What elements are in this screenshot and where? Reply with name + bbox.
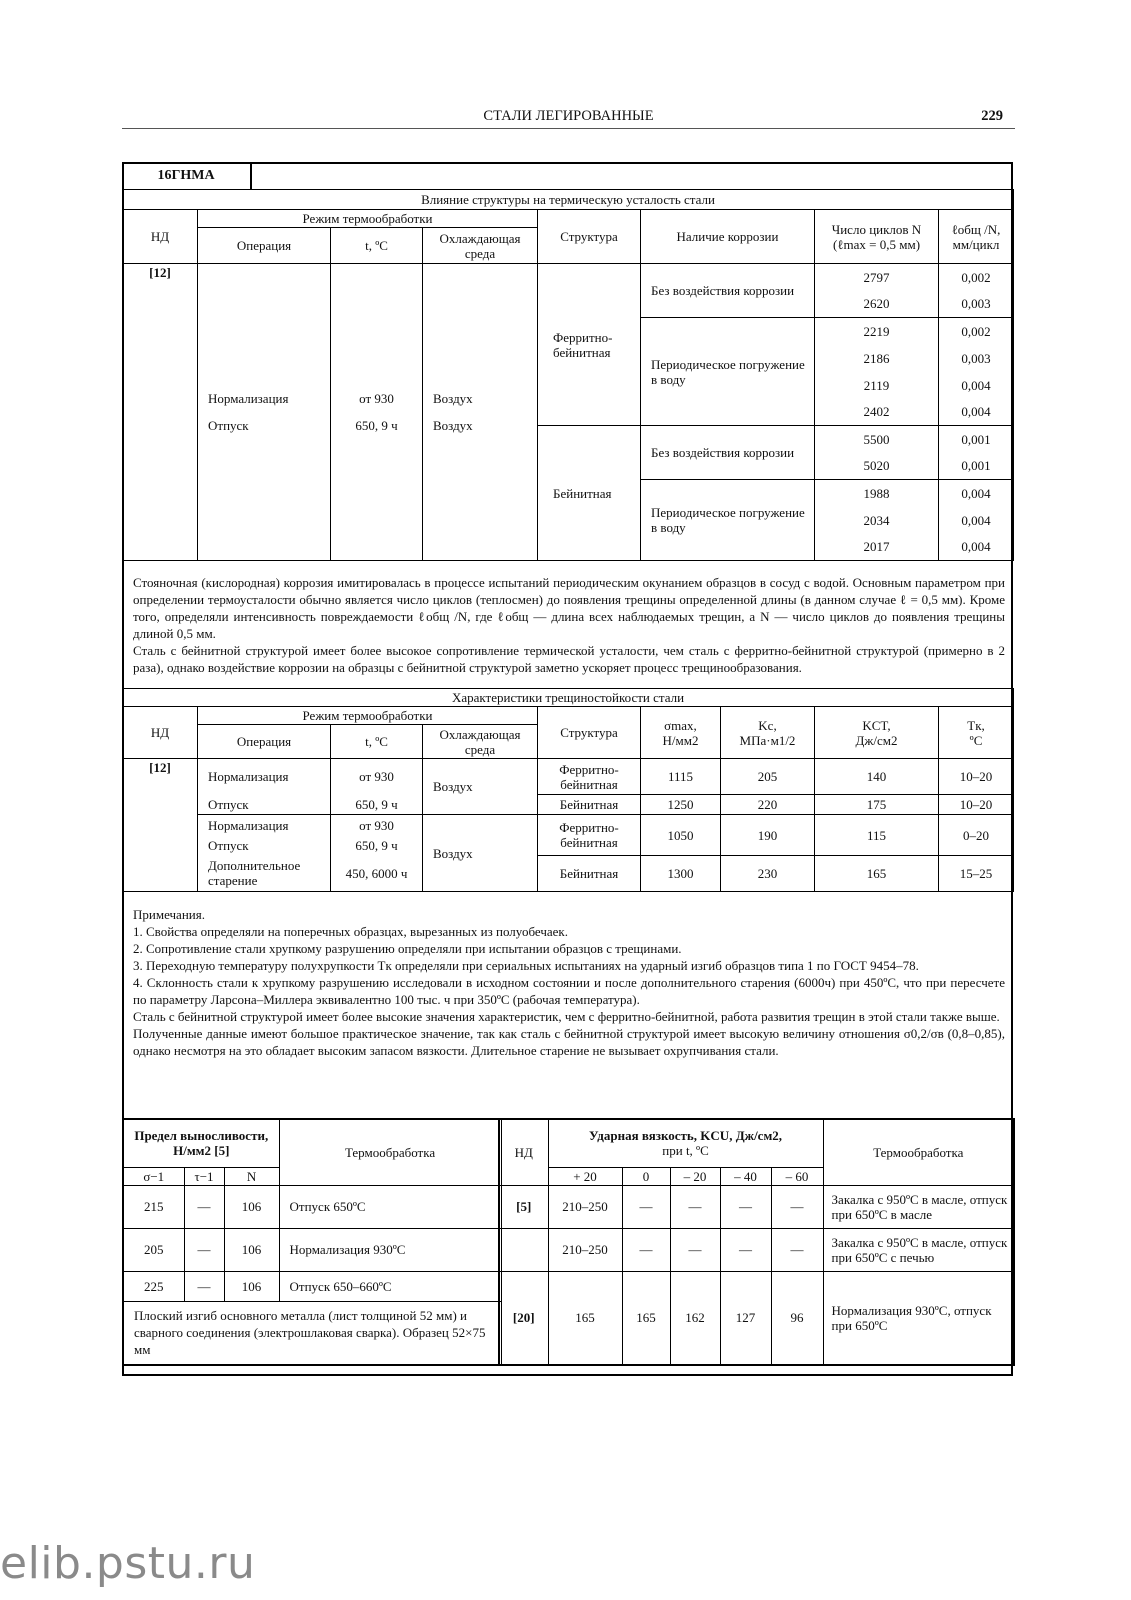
sigma-value: 225 xyxy=(123,1271,184,1301)
page-number: 229 xyxy=(981,108,1003,124)
cycles-header: Число циклов N (ℓmax = 0,5 мм) xyxy=(815,210,939,264)
endurance-table xyxy=(122,1118,502,1366)
rate-value: 0,001 xyxy=(939,426,1014,453)
rate-value: 0,004 xyxy=(939,372,1014,399)
heat-value: Отпуск 650ºС xyxy=(279,1185,501,1228)
rate-value: 0,004 xyxy=(939,399,1014,426)
op-normalization: Нормализация xyxy=(198,759,331,795)
note-line: 3. Переходную температуру полухрупкости Tк определяли при сериальных испытаниях на ударный изгиб образцов типа 1 по ГОСТ 9454–78. xyxy=(133,958,919,973)
kc-value: 205 xyxy=(721,759,815,795)
kc-value: 220 xyxy=(721,795,815,815)
cycles-value: 2620 xyxy=(815,291,939,318)
kc-value: 230 xyxy=(721,856,815,892)
mode-header: Режим термообработки xyxy=(198,210,538,228)
temp-col: – 20 xyxy=(670,1167,720,1185)
kcu-value: 165 xyxy=(548,1271,622,1365)
kcu-value: 165 xyxy=(622,1271,670,1365)
kct-value: 140 xyxy=(815,759,939,795)
heat-header: Термообработка xyxy=(823,1119,1014,1185)
nd-ref: [12] xyxy=(123,264,198,561)
tk-value: 0–20 xyxy=(939,815,1014,856)
endurance-header: Предел выносливости, Н/мм2 [5] xyxy=(123,1119,279,1167)
kc-value: 190 xyxy=(721,815,815,856)
kcu-value: — xyxy=(720,1228,771,1271)
cycles-value: 1988 xyxy=(815,480,939,507)
structure-bainite: Бейнитная xyxy=(538,426,641,561)
table2-caption: Характеристики трещиностойкости стали xyxy=(123,689,1014,707)
smax-value: 1250 xyxy=(641,795,721,815)
cooling-header: Охлаждающая среда xyxy=(423,725,538,759)
note-paragraph: Сталь с бейнитной структурой имеет более высокое сопротивление термической усталости, чем сталь с ферритно-бейнитной структурой (примерно в 2 раза), однако воздействие коррозии на образцы с бейнитной структурой заметно ускоряет процесс трещинообразования. xyxy=(133,643,1005,675)
kct-value: 115 xyxy=(815,815,939,856)
cooling-air: Воздух xyxy=(423,759,538,815)
note-line: Сталь с бейнитной структурой имеет более высокие значения характеристик, чем с ферритно-бейнитной, работа развития трещин в этой стали также выше. xyxy=(133,1009,1000,1024)
corrosion-none: Без воздействия коррозии xyxy=(641,264,815,318)
operation-header: Операция xyxy=(198,725,331,759)
note-line: 2. Сопротивление стали хрупкому разрушению определяли при испытании образцов с трещинами. xyxy=(133,941,682,956)
note-line: Примечания. xyxy=(133,907,205,922)
smax-value: 1300 xyxy=(641,856,721,892)
rate-value: 0,004 xyxy=(939,534,1014,561)
cycles-value: 2402 xyxy=(815,399,939,426)
impact-table xyxy=(498,1118,1015,1366)
sigma-value: 215 xyxy=(123,1185,184,1228)
note-paragraph: Стояночная (кислородная) коррозия имитировалась в процессе испытаний периодическим окунанием образцов в сосуд с водой. Основным параметром при определении термоусталости обычно является число циклов (теплосмен) до появления трещины определенной длины (в данном случае ℓ = 0,5 мм). Кроме того, определяли интенсивность повреждаемости ℓобщ /N, где ℓобщ — длина всех наблюдаемых трещин, а N — число циклов до появления трещины длиной 0,5 мм. xyxy=(133,575,1005,641)
mode-header: Режим термообработки xyxy=(198,707,538,725)
op-normalization: Нормализация xyxy=(198,815,331,836)
cycles-value: 5020 xyxy=(815,453,939,480)
rate-value: 0,004 xyxy=(939,507,1014,534)
kcu-value: — xyxy=(670,1185,720,1228)
temp-value: 450, 6000 ч xyxy=(331,856,423,892)
temp-value: 650, 9 ч xyxy=(331,795,423,815)
crack-resistance-table xyxy=(122,688,1014,892)
cooling-air: Воздух xyxy=(423,815,538,892)
structure-value: Бейнитная xyxy=(538,795,641,815)
kcu-value: 96 xyxy=(771,1271,823,1365)
kcu-value: — xyxy=(771,1185,823,1228)
n-value: 106 xyxy=(224,1228,279,1271)
structure-value: Бейнитная xyxy=(538,856,641,892)
kct-value: 165 xyxy=(815,856,939,892)
corrosion-water: Периодическое погружение в воду xyxy=(641,318,815,426)
heat-value: Нормализация 930ºС, отпуск при 650ºС xyxy=(823,1271,1014,1365)
nd-header: НД xyxy=(123,210,198,264)
table1-caption: Влияние структуры на термическую усталость стали xyxy=(123,190,1014,210)
operations: Нормализация Отпуск xyxy=(198,264,331,561)
sigma-header: σ−1 xyxy=(123,1167,184,1185)
n-value: 106 xyxy=(224,1271,279,1301)
cooling-media: Воздух Воздух xyxy=(423,264,538,561)
tau-value: — xyxy=(184,1185,224,1228)
corrosion-header: Наличие коррозии xyxy=(641,210,815,264)
op-aging: Дополнительное старение xyxy=(198,856,331,892)
notes-crack-resistance xyxy=(133,906,1005,1059)
kcu-value: 210–250 xyxy=(548,1185,622,1228)
cycles-value: 2219 xyxy=(815,318,939,345)
kcu-value: — xyxy=(670,1228,720,1271)
temp-col: + 20 xyxy=(548,1167,622,1185)
kcu-value: — xyxy=(720,1185,771,1228)
structure-value: Ферритно-бейнитная xyxy=(538,815,641,856)
cycles-value: 2119 xyxy=(815,372,939,399)
nd-ref: [20] xyxy=(499,1271,548,1365)
cycles-value: 2017 xyxy=(815,534,939,561)
endurance-note: Плоский изгиб основного металла (лист толщиной 52 мм) и сварного соединения (электрошлаковая сварка). Образец 52×75 мм xyxy=(123,1301,501,1365)
kcu-value: 127 xyxy=(720,1271,771,1365)
tk-value: 10–20 xyxy=(939,795,1014,815)
rate-value: 0,003 xyxy=(939,345,1014,372)
cooling-header: Охлаждающая среда xyxy=(423,228,538,264)
heat-value: Нормализация 930ºС xyxy=(279,1228,501,1271)
rate-value: 0,003 xyxy=(939,291,1014,318)
smax-value: 1115 xyxy=(641,759,721,795)
cycles-value: 2186 xyxy=(815,345,939,372)
corrosion-none: Без воздействия коррозии xyxy=(641,426,815,480)
op-tempering: Отпуск xyxy=(198,795,331,815)
cycles-value: 2797 xyxy=(815,264,939,291)
op-tempering: Отпуск xyxy=(198,836,331,856)
watermark: elib.pstu.ru xyxy=(0,1538,256,1589)
tau-header: τ−1 xyxy=(184,1167,224,1185)
kcu-value: 210–250 xyxy=(548,1228,622,1271)
smax-header: σmax, Н/мм2 xyxy=(641,707,721,759)
temp-col: – 60 xyxy=(771,1167,823,1185)
nd-header: НД xyxy=(499,1119,548,1185)
cycles-value: 5500 xyxy=(815,426,939,453)
kcu-value: — xyxy=(771,1228,823,1271)
corrosion-water: Периодическое погружение в воду xyxy=(641,480,815,561)
grade-label: 16ГНМА xyxy=(122,162,251,189)
temperatures: от 930 650, 9 ч xyxy=(331,264,423,561)
note-line: 1. Свойства определяли на поперечных образцах, вырезанных из полуобечаек. xyxy=(133,924,568,939)
heat-value: Закалка с 950ºС в масле, отпуск при 650ºС в масле xyxy=(823,1185,1014,1228)
structure-ferrite-bainite: Ферритно-бейнитная xyxy=(538,264,641,426)
structure-header: Структура xyxy=(538,707,641,759)
nd-header: НД xyxy=(123,707,198,759)
temp-value: от 930 xyxy=(331,759,423,795)
n-value: 106 xyxy=(224,1185,279,1228)
smax-value: 1050 xyxy=(641,815,721,856)
temp-header: t, ºC xyxy=(331,725,423,759)
tau-value: — xyxy=(184,1228,224,1271)
rate-value: 0,001 xyxy=(939,453,1014,480)
kct-header: KCT, Дж/см2 xyxy=(815,707,939,759)
note-line: 4. Склонность стали к хрупкому разрушению исследовали в исходном состоянии и после дополнительного старения (6000ч) при 450ºС, что при пересчете по параметру Ларсона–Миллера эквивалентно 100 тыс. ч при 350ºС (рабочая температура). xyxy=(133,975,1005,1007)
nd-ref xyxy=(499,1228,548,1271)
kct-value: 175 xyxy=(815,795,939,815)
tau-value: — xyxy=(184,1271,224,1301)
tk-header: Tк, ºC xyxy=(939,707,1014,759)
sigma-value: 205 xyxy=(123,1228,184,1271)
rate-value: 0,002 xyxy=(939,318,1014,345)
temp-col: – 40 xyxy=(720,1167,771,1185)
heat-header: Термообработка xyxy=(279,1119,501,1185)
note-line: Полученные данные имеют большое практическое значение, так как сталь с бейнитной структурой имеет высокую величину отношения σ0,2/σв (0,8–0,85), однако несмотря на это обладает высоким запасом вязкости. Длительное старение не вызывает охрупчивания стали. xyxy=(133,1026,1005,1058)
heat-value: Закалка с 950ºС в масле, отпуск при 650ºС с печью xyxy=(823,1228,1014,1271)
heat-value: Отпуск 650–660ºС xyxy=(279,1271,501,1301)
tk-value: 10–20 xyxy=(939,759,1014,795)
thermal-fatigue-table xyxy=(122,189,1014,561)
kcu-value: 162 xyxy=(670,1271,720,1365)
n-header: N xyxy=(224,1167,279,1185)
tk-value: 15–25 xyxy=(939,856,1014,892)
temp-col: 0 xyxy=(622,1167,670,1185)
running-title: СТАЛИ ЛЕГИРОВАННЫЕ xyxy=(483,108,654,124)
structure-header: Структура xyxy=(538,210,641,264)
kc-header: Kc, МПа·м1/2 xyxy=(721,707,815,759)
grade-row xyxy=(122,162,1013,189)
note-thermal-fatigue xyxy=(133,574,1005,676)
rate-header: ℓобщ /N, мм/цикл xyxy=(939,210,1014,264)
temp-value: от 930 xyxy=(331,815,423,836)
nd-ref: [5] xyxy=(499,1185,548,1228)
running-header xyxy=(122,108,1015,129)
structure-value: Ферритно-бейнитная xyxy=(538,759,641,795)
rate-value: 0,004 xyxy=(939,480,1014,507)
temp-value: 650, 9 ч xyxy=(331,836,423,856)
impact-header: Ударная вязкость, KCU, Дж/см2, при t, ºC xyxy=(548,1119,823,1167)
kcu-value: — xyxy=(622,1185,670,1228)
temp-header: t, ºC xyxy=(331,228,423,264)
nd-ref: [12] xyxy=(123,759,198,892)
operation-header: Операция xyxy=(198,228,331,264)
rate-value: 0,002 xyxy=(939,264,1014,291)
kcu-value: — xyxy=(622,1228,670,1271)
cycles-value: 2034 xyxy=(815,507,939,534)
